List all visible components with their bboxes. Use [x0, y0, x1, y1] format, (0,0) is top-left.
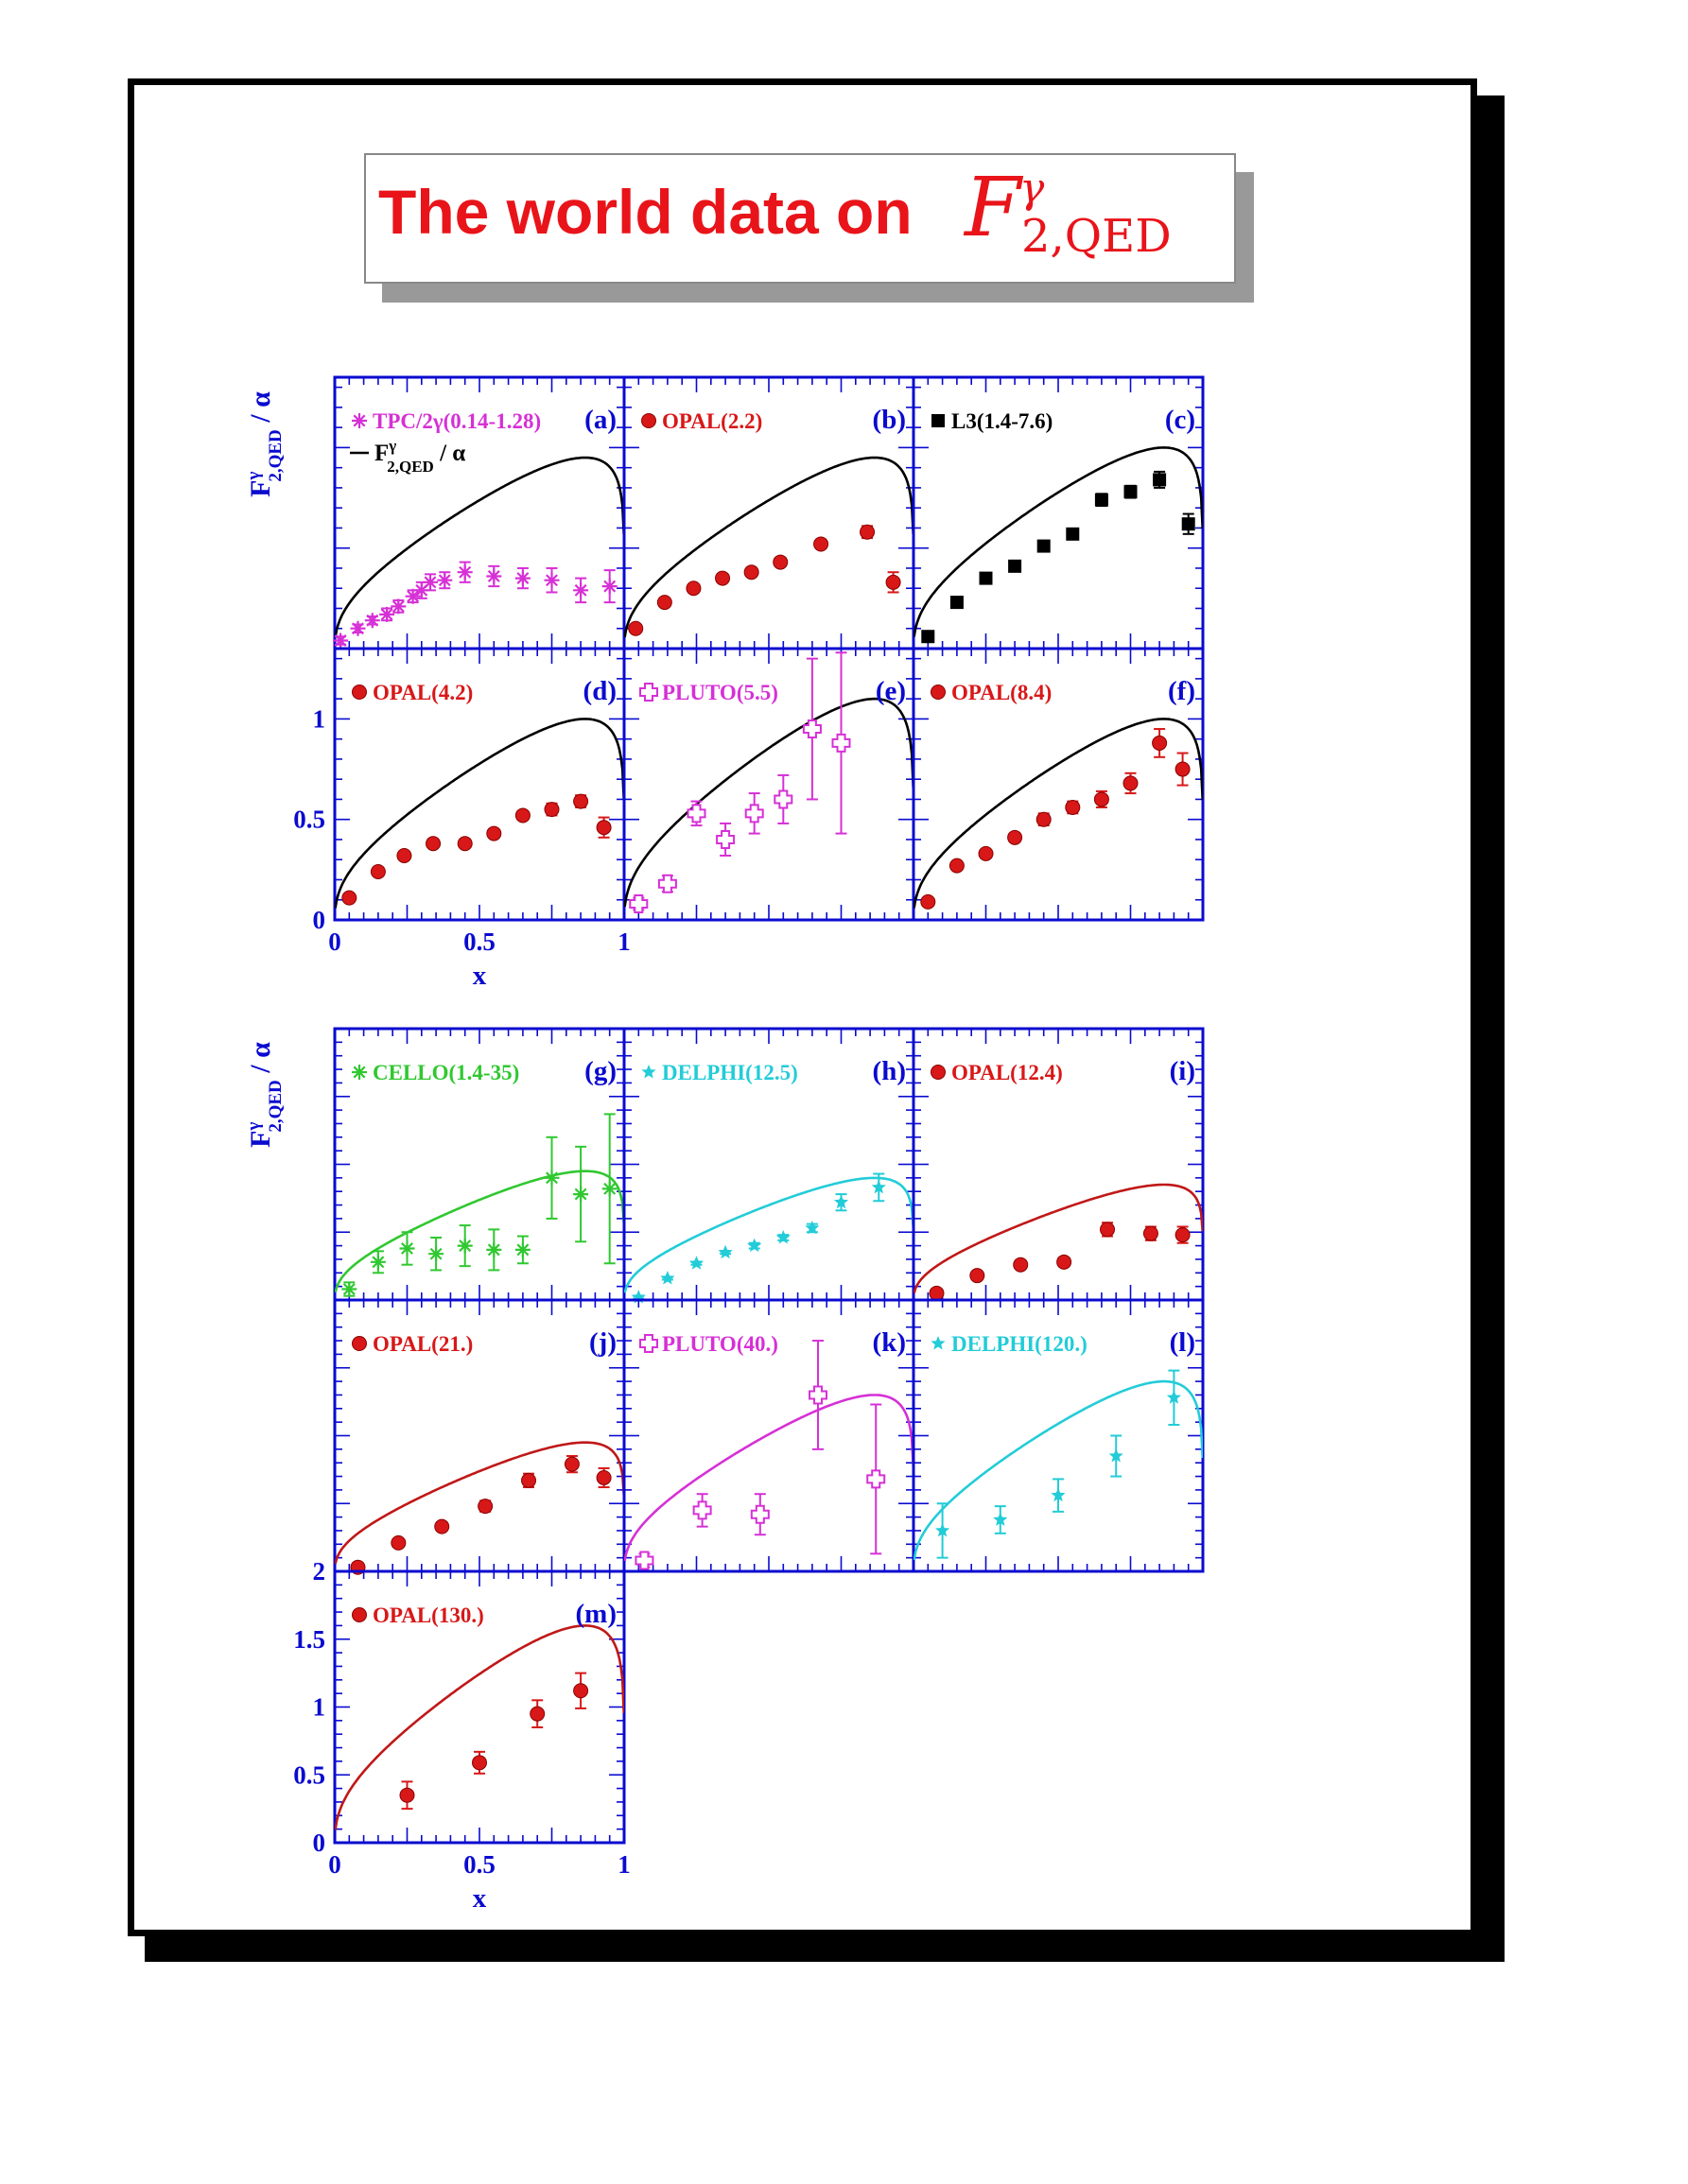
legend-label: L3(1.4-7.6) [951, 409, 1053, 433]
panel-id-label: (m) [575, 1599, 617, 1629]
data-point [746, 805, 763, 822]
data-point [437, 573, 452, 588]
data-point [814, 537, 828, 551]
panel-id-label: (a) [584, 405, 617, 435]
data-point [1008, 830, 1022, 844]
panel-id-label: (e) [875, 676, 906, 706]
data-point [774, 555, 788, 569]
legend-marker [640, 1335, 657, 1352]
legend-marker [931, 1066, 946, 1080]
legend-label: DELPHI(120.) [951, 1332, 1088, 1356]
data-point [1175, 762, 1190, 776]
data-point [487, 826, 501, 841]
data-point [486, 1242, 501, 1257]
data-point [1123, 776, 1138, 790]
data-point [1143, 1226, 1157, 1240]
data-point [574, 794, 588, 808]
legend-label: OPAL(21.) [373, 1332, 474, 1356]
data-point [428, 1246, 444, 1261]
legend-marker [931, 414, 945, 427]
panel-k [624, 1300, 914, 1571]
panel-f [914, 649, 1203, 920]
data-point [1037, 540, 1051, 553]
data-point [574, 1684, 588, 1698]
data-point [333, 633, 348, 649]
panel-id-label: (j) [589, 1327, 617, 1358]
panel-e [624, 649, 914, 920]
data-point [371, 864, 385, 878]
data-point [458, 837, 472, 851]
x-tick-label: 0 [328, 927, 341, 956]
panel-j [335, 1300, 624, 1574]
data-point [752, 1506, 769, 1523]
panel-id-label: (d) [583, 676, 617, 706]
x-tick-label: 0 [328, 1850, 341, 1879]
x-tick-label: 0.5 [463, 1850, 496, 1879]
data-point [1094, 792, 1108, 806]
data-point [602, 1181, 618, 1196]
panel-id-label: (i) [1169, 1056, 1195, 1086]
panel-g [335, 1029, 624, 1300]
data-point [1153, 736, 1167, 750]
data-point [573, 1187, 588, 1202]
title-math-superscript: γ [1019, 165, 1045, 213]
data-point [515, 808, 530, 823]
data-point [867, 1470, 884, 1487]
legend-label: PLUTO(5.5) [662, 681, 778, 704]
panel-d [335, 649, 624, 920]
data-point [371, 1255, 386, 1270]
legend-label: PLUTO(40.) [662, 1332, 778, 1356]
data-point [473, 1756, 487, 1770]
title-math-subscript: 2,QED [1021, 210, 1172, 263]
data-point [1057, 1255, 1071, 1269]
data-point [397, 848, 411, 862]
data-point [694, 1501, 711, 1518]
data-point [545, 803, 559, 817]
panel-a [333, 377, 624, 649]
page-title: The world data on [378, 177, 913, 247]
data-point [717, 831, 734, 848]
panel-c [914, 377, 1203, 649]
y-tick-label: 1.5 [293, 1624, 325, 1654]
theory-curve [625, 458, 914, 637]
data-point [776, 1230, 791, 1244]
data-point [774, 790, 792, 807]
y-tick-label: 0.5 [293, 1760, 325, 1790]
data-point [1066, 800, 1080, 814]
data-point [515, 1242, 531, 1257]
data-point [1066, 528, 1079, 541]
panel-i [914, 1029, 1203, 1300]
legend-marker [353, 685, 367, 700]
data-point [565, 1457, 579, 1471]
panel-id-label: (k) [872, 1327, 906, 1358]
x-axis-label: x [472, 1883, 487, 1914]
y-tick-label: 2 [312, 1557, 325, 1586]
data-point [1182, 517, 1195, 530]
y-tick-label: 0.5 [293, 805, 325, 834]
data-point [657, 596, 671, 610]
data-point [400, 1241, 415, 1257]
data-point [342, 891, 357, 905]
data-point [660, 1271, 674, 1285]
legend-label: CELLO(1.4-35) [373, 1061, 520, 1084]
data-point [515, 571, 531, 586]
x-axis-label: x [472, 961, 487, 991]
data-point [979, 846, 993, 860]
data-point [602, 579, 618, 594]
data-point [809, 1386, 827, 1403]
data-point [545, 1170, 560, 1186]
panel-b [624, 377, 914, 649]
data-point [545, 573, 560, 588]
data-point [719, 1245, 733, 1258]
panel-id-label: (f) [1168, 676, 1195, 706]
data-point [886, 575, 900, 589]
data-point [1153, 473, 1166, 486]
data-point [833, 735, 850, 752]
data-point [458, 1239, 473, 1254]
panel-m [335, 1571, 624, 1843]
data-point [744, 565, 758, 580]
data-point [747, 1239, 761, 1253]
x-tick-label: 1 [618, 927, 631, 956]
data-point [970, 1269, 984, 1283]
x-tick-label: 1 [618, 1850, 631, 1879]
data-point [630, 895, 647, 912]
data-point [341, 1282, 357, 1297]
panel-id-label: (c) [1164, 405, 1195, 435]
data-point [531, 1707, 545, 1721]
data-point [392, 1535, 406, 1550]
panel-id-label: (g) [584, 1056, 617, 1086]
legend-marker [353, 1337, 367, 1351]
data-point [861, 525, 875, 539]
data-point [435, 1519, 449, 1534]
legend-label: DELPHI(12.5) [662, 1061, 798, 1084]
panel-l [914, 1300, 1203, 1571]
theory-curve [336, 719, 624, 908]
data-point [1008, 560, 1021, 573]
panel-id-label: (b) [872, 405, 906, 435]
data-point [486, 569, 501, 584]
y-axis-label: $F^\gamma$ 2,QED / α [244, 391, 286, 497]
legend-marker [352, 413, 367, 428]
data-point [479, 1499, 493, 1514]
data-point [629, 621, 643, 635]
legend-marker [352, 1065, 367, 1080]
theory-curve [336, 1625, 624, 1829]
y-tick-label: 0 [312, 906, 325, 934]
legend-label: OPAL(12.4) [951, 1061, 1063, 1084]
data-point [597, 821, 611, 835]
theory-curve [914, 1381, 1203, 1560]
y-tick-label: 0 [312, 1829, 325, 1857]
data-point [365, 613, 380, 628]
x-tick-label: 0.5 [463, 927, 496, 956]
legend-label: OPAL(2.2) [662, 409, 763, 433]
data-point [1095, 494, 1108, 507]
data-point [659, 875, 676, 893]
data-point [687, 581, 701, 596]
data-point [426, 837, 441, 851]
y-tick-label: 1 [312, 704, 325, 734]
data-point [379, 607, 394, 622]
data-point [423, 575, 438, 590]
legend-label: OPAL(4.2) [373, 681, 474, 704]
data-point [573, 582, 588, 598]
data-point [458, 564, 473, 580]
legend-label: OPAL(8.4) [951, 681, 1053, 704]
legend-marker [640, 684, 657, 701]
panel-id-label: (l) [1169, 1327, 1195, 1358]
legend-marker [641, 1065, 655, 1079]
data-point [921, 630, 934, 643]
data-point [1175, 1228, 1190, 1242]
data-point [1014, 1257, 1028, 1272]
data-point [522, 1473, 536, 1487]
data-point [1124, 485, 1138, 498]
data-point [597, 1470, 611, 1484]
legend-marker [642, 414, 656, 428]
data-point [688, 805, 705, 822]
data-point [950, 596, 964, 609]
legend-label: OPAL(130.) [373, 1603, 484, 1627]
panel-h [624, 1029, 914, 1304]
legend-marker [353, 1608, 367, 1622]
legend-marker [931, 1336, 945, 1350]
data-point [921, 894, 935, 909]
panel-id-label: (h) [872, 1056, 906, 1086]
title-math-symbol: F [965, 161, 1021, 255]
legend-label: TPC/2γ(0.14-1.28) [373, 409, 542, 433]
y-axis-label: $F^\gamma$ 2,QED / α [244, 1042, 286, 1148]
data-point [930, 1286, 944, 1300]
theory-curve [336, 458, 624, 637]
data-point [716, 571, 730, 585]
theory-curve [914, 1185, 1203, 1293]
data-point [1101, 1222, 1115, 1237]
y-tick-label: 1 [312, 1692, 325, 1722]
data-point [949, 858, 964, 873]
data-point [980, 572, 993, 585]
data-point [689, 1256, 704, 1269]
data-point [1036, 812, 1051, 826]
legend-marker [931, 685, 946, 700]
data-point [400, 1788, 414, 1802]
data-point [351, 621, 366, 636]
legend-curve-label: $F^\gamma$ 2,QED / α [374, 437, 466, 476]
